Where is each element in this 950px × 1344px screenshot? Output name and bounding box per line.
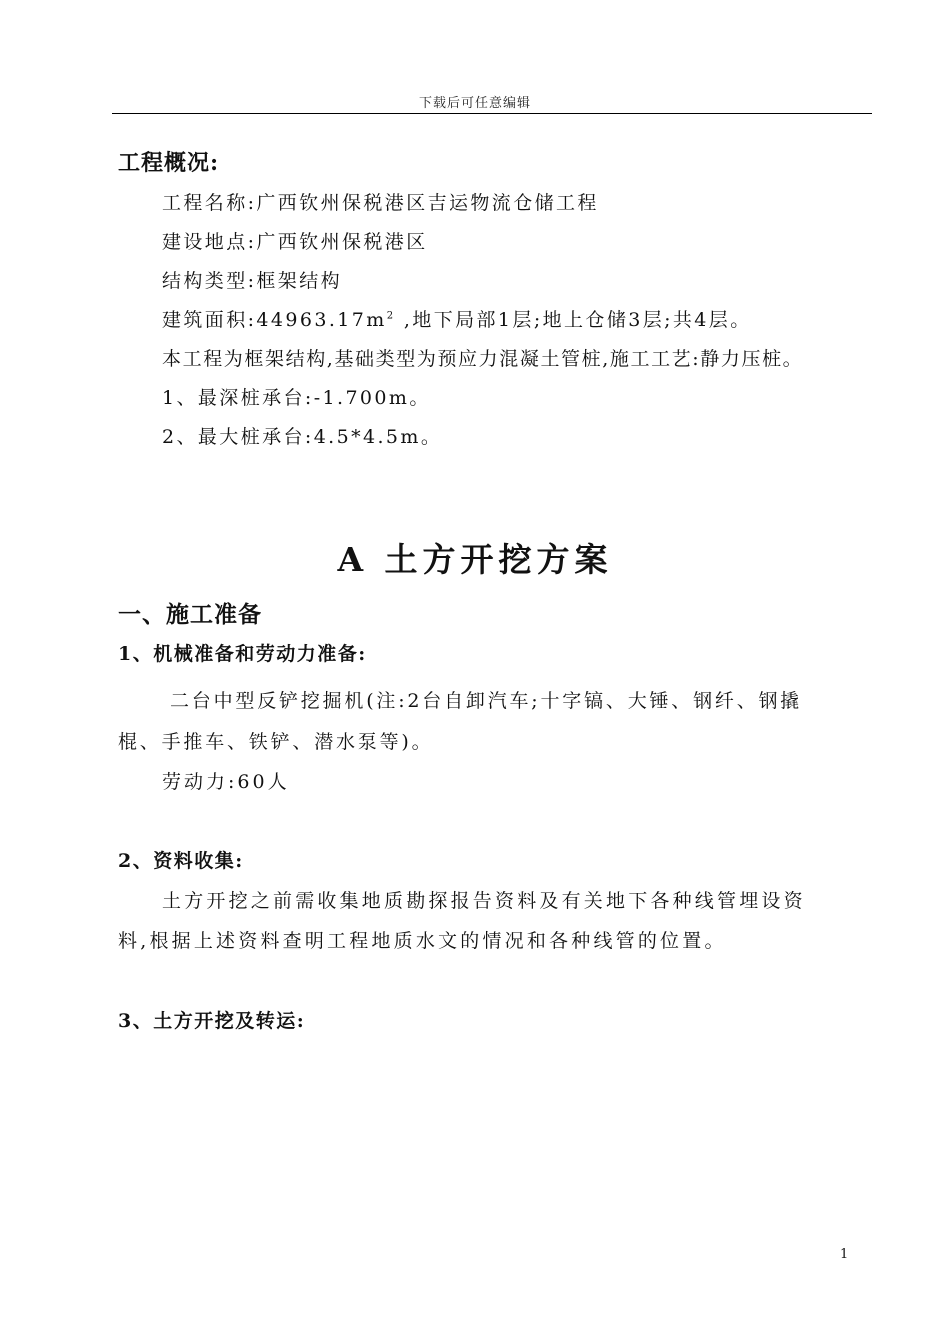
subsection-machinery-title: 1、机械准备和劳动力准备: (118, 643, 367, 665)
largest-pile-cap-line: 2、最大桩承台:4.5*4.5m。 (162, 426, 443, 448)
machinery-line-1: 二台中型反铲挖掘机(注:2台自卸汽车;十字镐、大锤、钢纤、钢撬 (170, 690, 803, 712)
section-construction-prep-title: 一、施工准备 (118, 601, 262, 628)
building-area-prefix: 建筑面积:44963.17m (162, 309, 387, 331)
area-superscript: 2 (386, 310, 396, 322)
main-title: A 土方开挖方案 (337, 540, 613, 579)
header-rule (112, 113, 872, 114)
structure-type-line: 结构类型:框架结构 (162, 270, 343, 292)
site-location-line: 建设地点:广西钦州保税港区 (162, 231, 428, 253)
overview-title: 工程概况: (118, 150, 220, 176)
building-area-suffix: ,地下局部1层;地上仓储3层;共4层。 (395, 309, 752, 331)
subsection-data-collection-title: 2、资料收集: (118, 850, 244, 872)
data-collection-line-2: 料,根据上述资料查明工程地质水文的情况和各种线管的位置。 (118, 930, 727, 952)
building-area-line (162, 305, 752, 332)
subsection-excavation-title: 3、土方开挖及转运: (118, 1010, 306, 1032)
header-note: 下载后可任意编辑 (418, 96, 531, 111)
data-collection-line-1: 土方开挖之前需收集地质勘探报告资料及有关地下各种线管埋设资 (162, 890, 806, 912)
labor-line: 劳动力:60人 (162, 771, 290, 793)
project-name-line: 工程名称:广西钦州保税港区吉运物流仓储工程 (162, 192, 599, 214)
page-number: 1 (840, 1247, 849, 1262)
deepest-pile-cap-line: 1、最深桩承台:-1.700m。 (162, 387, 431, 409)
foundation-line: 本工程为框架结构,基础类型为预应力混凝土管桩,施工工艺:静力压桩。 (162, 348, 804, 370)
machinery-line-2: 棍、手推车、铁铲、潜水泵等)。 (118, 731, 434, 753)
